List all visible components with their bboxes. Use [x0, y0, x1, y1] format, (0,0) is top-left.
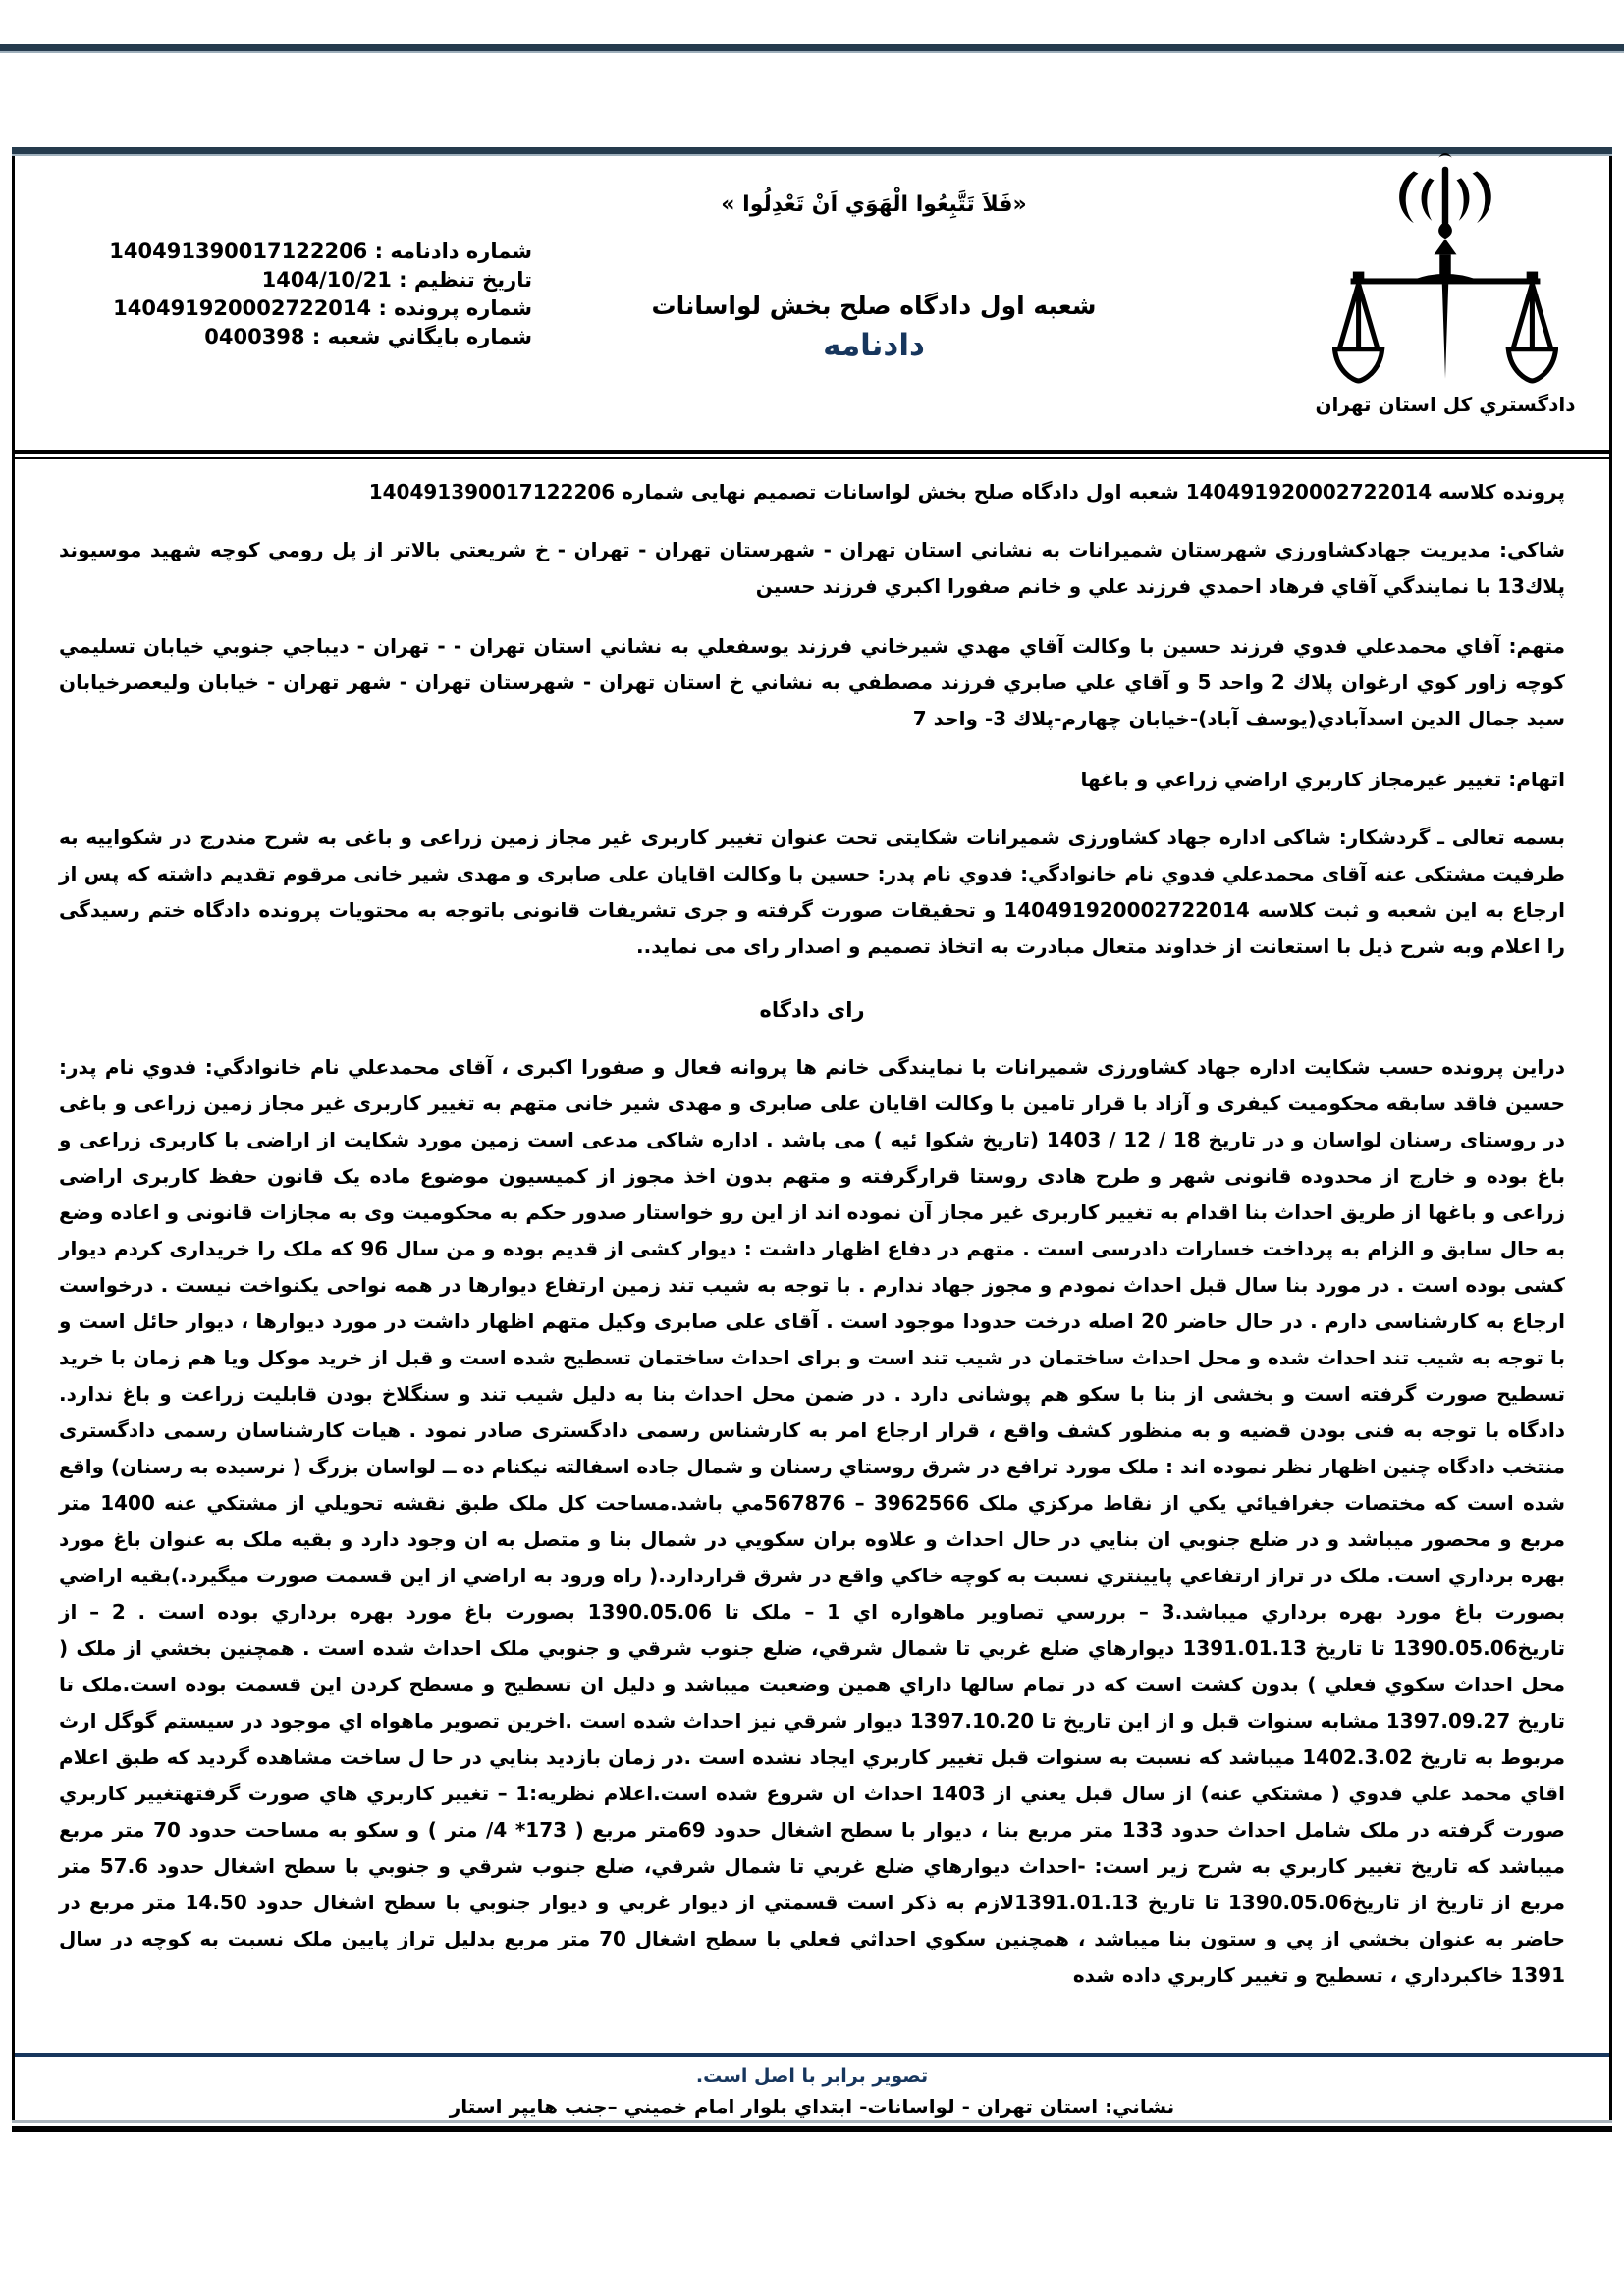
frame-bottom-rule	[12, 2120, 1612, 2132]
case-number-line: شماره پرونده : 140491920002722014	[113, 296, 532, 320]
footer-rule	[15, 2053, 1609, 2057]
court-address-line: نشاني: استان تهران - لواسانات- ابتداي بلوار امام خميني –جنب هايپر استار	[449, 2095, 1175, 2118]
document-header	[15, 147, 1609, 450]
quran-quote: «فَلاَ تَتَّبِعُوا الْهَوَي اَنْ تَعْدِلُوا »	[721, 192, 1027, 217]
judiciary-scales-logo-icon	[1332, 153, 1558, 397]
certified-copy-line: تصوير برابر با اصل است.	[695, 2065, 929, 2087]
charge-line: اتهام: تغيير غيرمجاز كاربري اراضي زراعي و باغها	[1080, 768, 1565, 791]
ruling-paragraph: دراين پرونده حسب شكايت اداره جهاد كشاورزی شميرانات با نمايندگی خانم ها پروانه فعال و صفورا اكبری ، آقای محمدعلي نام خانوادگي: فدوي نام پدر: حسين فاقد سابقه محكوميت كيفری و آزاد با قرار تامين با وكالت اقايان علی صابری و مهدی شير خانی متهم به تغيير كاربری غير مجاز زمين زراعی و باغی در روستای رسنان لواسان و در تاريخ 18 / 12 / 1403 (تاريخ شكوا ئيه ) می باشد . اداره شاكی مدعی است زمين مورد شكايت از اراضی با كاربری زراعی و باغ بوده و خارج از محدوده قانونی شهر و طرح هادی روستا قرارگرفته و متهم بدون اخذ مجوز از كميسيون موضوع ماده يک قانون حفظ كاربری اراضی زراعی و باغها از طريق احداث بنا اقدام به تغيير كاربری غير مجاز آن نموده اند از اين رو خواستار صدور حكم به محكوميت وی به مجازات قانونی و اعاده وضع به حال سابق و الزام به پرداخت خسارات دادرسی است . متهم در دفاع اظهار داشت : ديوار كشی از قديم بوده و من سال 96 كه ملک را خريداری كردم ديوار كشی بوده است . در مورد بنا سال قبل احداث نمودم و مجوز جهاد ندارم . با توجه به شيب تند زمين ارتفاع ديوارها در همه نواحی يكنواخت نيست . درخواست ارجاع به كارشناسی دارم . در حال حاضر 20 اصله درخت حدودا موجود است . آقای علی صابری وكيل متهم اظهار داشت در مورد ديوارها ، ديوار حائل است و با توجه به شيب تند احداث شده و محل احداث ساختمان در شيب تند است و برای احداث ساختمان تسطيح شده است و قبل از خريد موكل ويا هم زمان با خريد تسطيح صورت گرفته است و بخشی از بنا با سكو هم پوشانی دارد . در ضمن محل احداث بنا به دليل شيب تند و سنگلاخ بودن قابليت زراعت و باغ ندارد. دادگاه با توجه به فنی بودن قضيه و به منظور كشف واقع ، قرار ارجاع امر به كارشناس رسمی دادگستری صادر نمود . هيات كارشناسان رسمی دادگستری منتخب دادگاه چنين اظهار نظر نموده اند : ملک مورد ترافع در شرق روستاي رسنان و شمال جاده اسفالته نيكنام ده ــ لواسان بزرگ ( نرسيده به رسنان) واقع شده است كه مختصات جغرافيائي يكي از نقاط مركزي ملک 3962566 – 567876مي باشد.مساحت كل ملک طبق نقشه تحويلي از مشتكي عنه 1400 متر مربع و محصور ميباشد و در ضلع جنوبي ان بنايي در حال احداث و علاوه بران سكويي در شمال بنا و متصل به ان وجود دارد و بقيه ملک به عنوان باغ مورد بهره برداري است. ملک در تراز ارتفاعي پايينتري نسبت به كوچه خاكي واقع در شرق قراردارد.( راه ورود به اراضي از اين قسمت صورت ميگيرد.)بقيه اراضي بصورت باغ مورد بهره برداري ميباشد.3 – بررسي تصاوير ماهواره اي 1 – ملک تا 1390.05.06 بصورت باغ مورد بهره برداري بوده است . 2 – از تاريخ1390.05.06 تا تاريخ 1391.01.13 ديوارهاي ضلع غربي تا شمال شرقي، ضلع جنوب شرقي و جنوبي ملک احداث شده است . همچنين بخشي از ملک ( محل احداث سكوي فعلي ) بدون كشت است كه در تمام سالها داراي همين وضعيت ميباشد و دليل ان تسطيح و مسطح كردن اين قسمت بوده است.ملک تا تاريخ 1397.09.27 مشابه سنوات قبل و از اين تاريخ تا 1397.10.20 ديوار شرقي نيز احداث شده است .اخرين تصوير ماهواه اي موجود در سيستم گوگل ارث مربوط به تاريخ 1402.3.02 ميباشد كه نسبت به سنوات قبل تغيير كاربري ايجاد نشده است .در زمان بازديد بنايي در حا ل ساخت مشاهده گرديد كه طبق اعلام اقاي محمد علي فدوي ( مشتكي عنه) از سال قبل يعني از 1403 احداث ان شروع شده است.اعلام نظريه:1 – تغيير كاربري هاي صورت گرفتهتغيير كاربري صورت گرفته در ملک شامل احداث حدود 133 متر مربع بنا ، ديوار با سطح اشغال حدود 69متر مربع ( 173* 4/ متر ) و سكو به مساحت حدود 70 متر مربع ميباشد كه تاريخ تغيير كاربري به شرح زير است: -احداث ديوارهاي ضلع غربي تا شمال شرقي، ضلع جنوب شرقي و جنوبي با سطح اشغال حدود 57.6 متر مربع از تاريخ از تاريخ1390.05.06 تا تاريخ 1391.01.13لازم به ذكر است قسمتي از ديوار غربي و ديوار جنوبي با سطح اشغال حدود 14.50 متر مربع در حاضر به عنوان بخشي از پي و ستون بنا ميباشد ، همچنين سكوي احداثي فعلي با سطح اشغال 70 متر مربع بدليل تراز پايين ملک نسبت به كوچه در سال 1391 خاكبرداري ، تسطيح و تغيير كاربري داده شده	[59, 1055, 1566, 1987]
ruling-heading: رای دادگاه	[759, 998, 865, 1022]
justice-department-caption: دادگستري كل استان تهران	[1315, 393, 1576, 416]
header-separator-rule	[15, 450, 1609, 459]
header-logo-block	[1303, 153, 1588, 416]
right-pan	[1508, 284, 1555, 381]
case-class-line: پرونده كلاسه 140491920002722014 شعبه اول دادگاه صلح بخش لواسانات تصميم نهايی شماره 140491390017122206	[368, 480, 1565, 504]
branch-archive-number-line: شماره بايگاني شعبه : 0400398	[204, 325, 532, 348]
judgment-content	[15, 475, 1609, 1994]
plaintiff-paragraph: شاكي: مديريت جهادكشاورزي شهرستان شميرانات به نشاني استان تهران - شهرستان تهران - تهران - خ شريعتي بالاتر از پل رومي كوچه شهيد موسيوند پلاك13 با نمايندگي آقاي فرهاد احمدي فرزند علي و خانم صفورا اكبري فرزند حسين	[59, 538, 1565, 598]
doc-type-title: دادنامه	[823, 328, 925, 363]
header-center-block	[550, 192, 1198, 363]
court-branch-title: شعبه اول دادگاه صلح بخش لواسانات	[651, 292, 1097, 320]
procedure-paragraph: بسمه تعالی ـ گردشكار: شاكی اداره جهاد كشاورزی شميرانات شكايتی تحت عنوان تغيير كاربری غير مجاز زمين زراعی و باغی به شرح مندرج در شكواييه به طرفيت مشتكی عنه آقای محمدعلي فدوي نام خانوادگي: فدوي نام پدر: حسين با وكالت اقايان علی صابری و مهدی شير خانی مرقوم تقديم داشته كه پس از ارجاع به اين شعبه و ثبت كلاسه 140491920002722014 و تحقيقات صورت گرفته و جری تشريفات قانونی باتوجه به محتويات پرونده دادگاه ختم رسيدگی را اعلام وبه شرح ذيل با استعانت از خداوند متعال مبادرت به اتخاذ تصميم و اصدار رای می نمايد..	[59, 826, 1565, 958]
left-pan	[1334, 284, 1381, 381]
case-meta-block	[85, 238, 532, 351]
allah-emblem-icon	[1399, 153, 1491, 239]
defendant-paragraph: متهم: آقاي محمدعلي فدوي فرزند حسين با وكالت آقاي مهدي شيرخاني فرزند يوسفعلي به نشاني استان تهران - - تهران - ديباجي جنوبي خيابان تسليمي كوچه زاور كوي ارغوان پلاك 2 واحد 5 و آقاي علي صابري فرزند مصطفي به نشاني خ استان تهران - شهرستان تهران - شهر تهران - خيابان وليعصرخيابان سيد جمال الدين اسدآبادي(يوسف آباد)-خيابان چهارم-پلاك 3- واحد 7	[59, 634, 1565, 730]
judgment-number-line: شماره دادنامه : 140491390017122206	[109, 240, 532, 263]
document-footer	[15, 2053, 1609, 2118]
issue-date-line: تاريخ تنظيم : 1404/10/21	[261, 268, 532, 292]
page-top-rule	[0, 44, 1624, 53]
document-frame	[12, 147, 1612, 2132]
